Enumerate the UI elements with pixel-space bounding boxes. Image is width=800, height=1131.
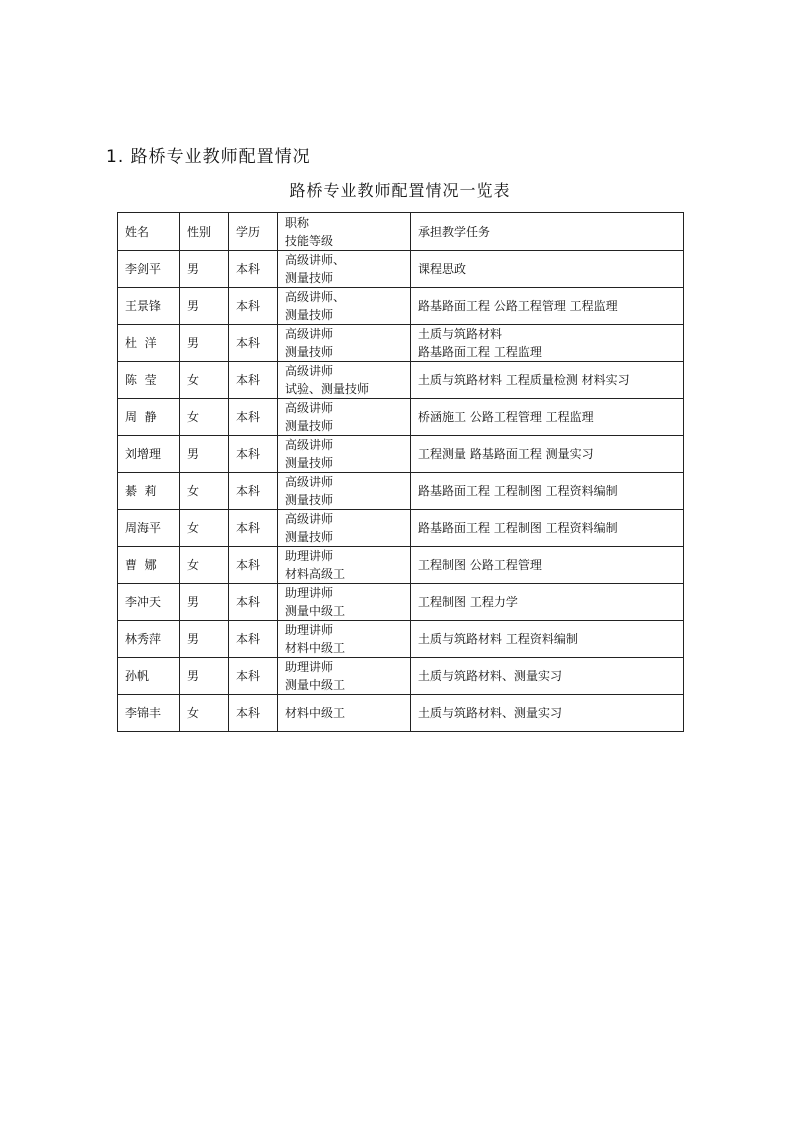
cell-title: 高级讲师、 测量技师 [278, 251, 411, 288]
table-row [118, 436, 684, 473]
cell-name: 周 静 [118, 399, 180, 436]
cell-tasks: 路基路面工程 工程制图 工程资料编制 [411, 510, 684, 547]
table-row [118, 510, 684, 547]
cell-tasks: 土质与筑路材料 工程资料编制 [411, 621, 684, 658]
cell-name: 王景锋 [118, 288, 180, 325]
table-header-row [118, 213, 684, 251]
cell-title: 高级讲师 测量技师 [278, 436, 411, 473]
table-row [118, 584, 684, 621]
cell-education: 本科 [229, 288, 278, 325]
cell-title: 助理讲师 测量中级工 [278, 584, 411, 621]
cell-title: 高级讲师 测量技师 [278, 510, 411, 547]
table-title: 路桥专业教师配置情况一览表 [289, 181, 511, 200]
table-row [118, 251, 684, 288]
cell-tasks: 路基路面工程 公路工程管理 工程监理 [411, 288, 684, 325]
cell-gender: 女 [180, 510, 229, 547]
teacher-table [117, 212, 684, 732]
cell-title: 高级讲师 试验、测量技师 [278, 362, 411, 399]
cell-name: 李剑平 [118, 251, 180, 288]
cell-gender: 女 [180, 362, 229, 399]
table-row [118, 399, 684, 436]
table-row [118, 473, 684, 510]
cell-name: 陈 莹 [118, 362, 180, 399]
cell-education: 本科 [229, 473, 278, 510]
cell-education: 本科 [229, 621, 278, 658]
cell-tasks: 课程思政 [411, 251, 684, 288]
cell-name: 孙帆 [118, 658, 180, 695]
cell-gender: 男 [180, 251, 229, 288]
cell-education: 本科 [229, 547, 278, 584]
cell-name: 刘增理 [118, 436, 180, 473]
cell-gender: 男 [180, 436, 229, 473]
cell-name: 李锦丰 [118, 695, 180, 732]
cell-tasks: 工程测量 路基路面工程 测量实习 [411, 436, 684, 473]
header-tasks: 承担教学任务 [411, 213, 684, 251]
cell-title: 高级讲师 测量技师 [278, 399, 411, 436]
table-row [118, 547, 684, 584]
cell-gender: 男 [180, 288, 229, 325]
table-row [118, 621, 684, 658]
cell-education: 本科 [229, 695, 278, 732]
cell-name: 杜 洋 [118, 325, 180, 362]
cell-education: 本科 [229, 658, 278, 695]
cell-gender: 男 [180, 658, 229, 695]
cell-tasks: 土质与筑路材料、测量实习 [411, 695, 684, 732]
cell-gender: 女 [180, 399, 229, 436]
cell-title: 高级讲师、 测量技师 [278, 288, 411, 325]
cell-gender: 女 [180, 695, 229, 732]
teacher-table-body [118, 213, 684, 732]
cell-tasks: 土质与筑路材料 路基路面工程 工程监理 [411, 325, 684, 362]
header-education: 学历 [229, 213, 278, 251]
cell-education: 本科 [229, 584, 278, 621]
cell-education: 本科 [229, 510, 278, 547]
cell-gender: 女 [180, 473, 229, 510]
cell-education: 本科 [229, 251, 278, 288]
cell-tasks: 工程制图 工程力学 [411, 584, 684, 621]
header-name: 姓名 [118, 213, 180, 251]
cell-title: 材料中级工 [278, 695, 411, 732]
table-row [118, 325, 684, 362]
cell-title: 助理讲师 测量中级工 [278, 658, 411, 695]
cell-name: 李冲天 [118, 584, 180, 621]
cell-title: 助理讲师 材料高级工 [278, 547, 411, 584]
cell-gender: 女 [180, 547, 229, 584]
cell-name: 綦 莉 [118, 473, 180, 510]
cell-tasks: 桥涵施工 公路工程管理 工程监理 [411, 399, 684, 436]
table-row [118, 658, 684, 695]
cell-tasks: 土质与筑路材料 工程质量检测 材料实习 [411, 362, 684, 399]
table-row [118, 362, 684, 399]
cell-tasks: 土质与筑路材料、测量实习 [411, 658, 684, 695]
table-row [118, 695, 684, 732]
cell-education: 本科 [229, 325, 278, 362]
cell-tasks: 工程制图 公路工程管理 [411, 547, 684, 584]
cell-title: 高级讲师 测量技师 [278, 473, 411, 510]
header-title: 职称 技能等级 [278, 213, 411, 251]
cell-name: 林秀萍 [118, 621, 180, 658]
cell-gender: 男 [180, 584, 229, 621]
cell-education: 本科 [229, 362, 278, 399]
cell-education: 本科 [229, 399, 278, 436]
header-gender: 性别 [180, 213, 229, 251]
cell-tasks: 路基路面工程 工程制图 工程资料编制 [411, 473, 684, 510]
cell-gender: 男 [180, 621, 229, 658]
cell-title: 高级讲师 测量技师 [278, 325, 411, 362]
section-heading: 1. 路桥专业教师配置情况 [106, 147, 311, 167]
cell-gender: 男 [180, 325, 229, 362]
cell-education: 本科 [229, 436, 278, 473]
cell-title: 助理讲师 材料中级工 [278, 621, 411, 658]
table-row [118, 288, 684, 325]
cell-name: 曹 娜 [118, 547, 180, 584]
cell-name: 周海平 [118, 510, 180, 547]
